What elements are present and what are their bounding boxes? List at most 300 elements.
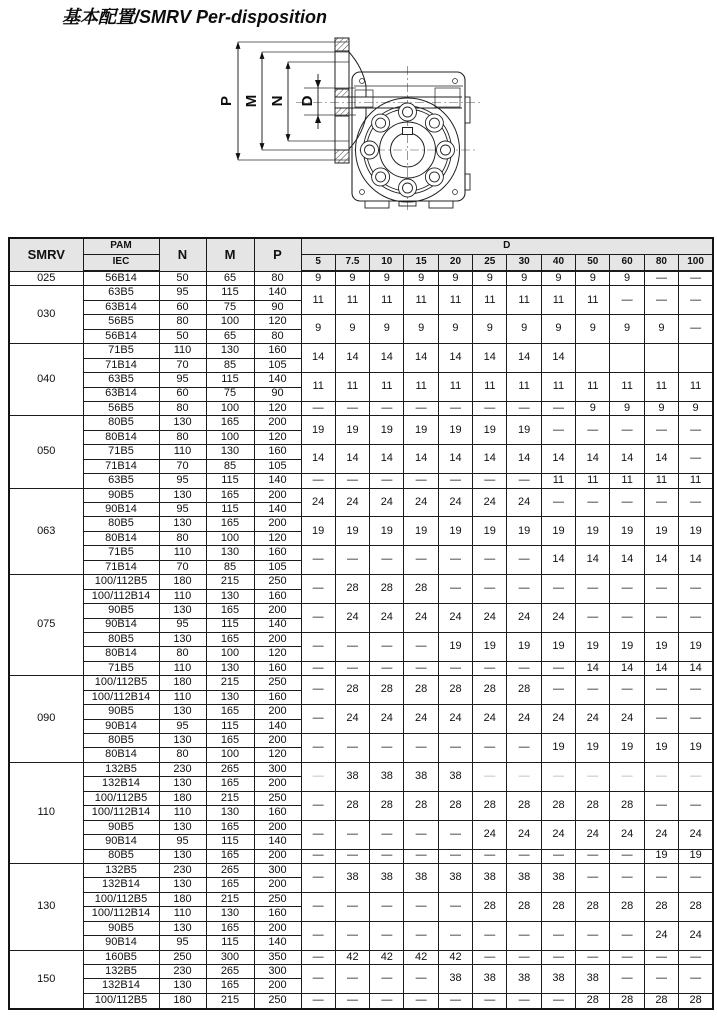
d-cell: 24: [438, 604, 472, 633]
iec-cell: 132B14: [83, 878, 159, 892]
d-cell: —: [301, 892, 335, 921]
n-cell: 230: [159, 965, 206, 979]
d-cell: 28: [507, 791, 541, 820]
table-row: [9, 820, 713, 834]
d-cell: —: [404, 892, 438, 921]
d-cell: —: [473, 401, 507, 415]
d-cell: —: [679, 445, 713, 474]
header-d-col: 60: [610, 255, 644, 272]
m-cell: 65: [206, 271, 254, 286]
n-cell: 130: [159, 849, 206, 863]
n-cell: 130: [159, 979, 206, 993]
d-cell: —: [610, 676, 644, 705]
iec-cell: 90B5: [83, 820, 159, 834]
m-cell: 165: [206, 921, 254, 935]
d-cell: 19: [507, 517, 541, 546]
d-cell: 9: [610, 271, 644, 286]
p-cell: 120: [254, 430, 301, 444]
d-cell: 24: [576, 705, 610, 734]
n-cell: 130: [159, 488, 206, 502]
m-cell: 165: [206, 878, 254, 892]
d-cell: 11: [610, 474, 644, 488]
d-cell: 19: [610, 734, 644, 763]
d-cell: 19: [679, 632, 713, 661]
m-cell: 115: [206, 618, 254, 632]
smrv-cell: 063: [9, 488, 83, 575]
table-row: [9, 965, 713, 979]
d-cell: 19: [644, 632, 678, 661]
d-cell: 28: [576, 993, 610, 1009]
d-cell: 14: [644, 445, 678, 474]
header-p: P: [254, 238, 301, 271]
d-cell: 38: [335, 863, 369, 892]
d-cell: 14: [679, 661, 713, 675]
iec-cell: 132B5: [83, 762, 159, 776]
iec-cell: 100/112B14: [83, 907, 159, 921]
d-cell: 14: [541, 344, 575, 373]
d-cell: 9: [404, 271, 438, 286]
m-cell: 165: [206, 849, 254, 863]
d-cell: —: [370, 965, 404, 994]
d-cell: —: [404, 546, 438, 575]
d-cell: 14: [541, 445, 575, 474]
smrv-cell: 090: [9, 676, 83, 763]
p-cell: 200: [254, 979, 301, 993]
iec-cell: 160B5: [83, 950, 159, 964]
m-cell: 165: [206, 632, 254, 646]
d-cell: 14: [335, 344, 369, 373]
table-row: [9, 863, 713, 877]
d-cell: 24: [507, 705, 541, 734]
d-cell: —: [473, 546, 507, 575]
p-cell: 160: [254, 589, 301, 603]
n-cell: 95: [159, 503, 206, 517]
d-cell: —: [473, 849, 507, 863]
n-cell: 130: [159, 604, 206, 618]
m-cell: 165: [206, 979, 254, 993]
m-cell: 115: [206, 503, 254, 517]
d-cell: 19: [610, 632, 644, 661]
d-cell: 14: [576, 445, 610, 474]
d-cell: 19: [301, 416, 335, 445]
d-cell: 14: [438, 344, 472, 373]
d-cell: —: [541, 661, 575, 675]
d-cell: 24: [610, 705, 644, 734]
d-cell: —: [301, 762, 335, 791]
d-cell: 24: [644, 820, 678, 849]
d-cell: 11: [438, 373, 472, 402]
d-cell: 11: [507, 373, 541, 402]
d-cell: —: [541, 849, 575, 863]
d-cell: 14: [610, 445, 644, 474]
header-d-col: 5: [301, 255, 335, 272]
iec-cell: 56B5: [83, 401, 159, 415]
table-row: [9, 791, 713, 805]
m-cell: 130: [206, 661, 254, 675]
m-cell: 115: [206, 936, 254, 950]
m-cell: 165: [206, 416, 254, 430]
d-cell: —: [301, 791, 335, 820]
d-cell: —: [301, 575, 335, 604]
d-cell: 28: [335, 676, 369, 705]
iec-cell: 80B5: [83, 632, 159, 646]
d-cell: —: [404, 921, 438, 950]
d-cell: 24: [473, 820, 507, 849]
d-cell: 24: [370, 705, 404, 734]
iec-cell: 63B5: [83, 286, 159, 300]
d-cell: 24: [404, 705, 438, 734]
table-row: [9, 762, 713, 776]
iec-cell: 71B5: [83, 661, 159, 675]
n-cell: 80: [159, 748, 206, 762]
d-cell: —: [541, 401, 575, 415]
d-cell: —: [507, 734, 541, 763]
d-cell: —: [301, 950, 335, 964]
d-cell: 24: [335, 488, 369, 517]
d-cell: 38: [370, 863, 404, 892]
table-row: [9, 575, 713, 589]
d-cell: 38: [576, 965, 610, 994]
d-cell: —: [644, 705, 678, 734]
p-cell: 160: [254, 344, 301, 358]
p-cell: 250: [254, 676, 301, 690]
d-cell: 19: [644, 849, 678, 863]
n-cell: 130: [159, 416, 206, 430]
m-cell: 100: [206, 531, 254, 545]
m-cell: 215: [206, 993, 254, 1009]
d-cell: —: [438, 474, 472, 488]
d-cell: —: [576, 950, 610, 964]
table-row: [9, 315, 713, 329]
d-cell: 11: [576, 286, 610, 315]
d-cell: 24: [679, 921, 713, 950]
d-cell: —: [576, 762, 610, 791]
d-cell: 19: [370, 517, 404, 546]
d-cell: 9: [507, 271, 541, 286]
n-cell: 80: [159, 531, 206, 545]
smrv-cell: 110: [9, 762, 83, 863]
d-cell: 24: [507, 604, 541, 633]
d-cell: 38: [541, 965, 575, 994]
dim-label-d: D: [299, 95, 316, 107]
header-d-col: 50: [576, 255, 610, 272]
p-cell: 250: [254, 993, 301, 1009]
p-cell: 90: [254, 387, 301, 401]
n-cell: 80: [159, 401, 206, 415]
iec-cell: 80B5: [83, 849, 159, 863]
m-cell: 130: [206, 546, 254, 560]
p-cell: 140: [254, 286, 301, 300]
d-cell: —: [301, 705, 335, 734]
n-cell: 130: [159, 777, 206, 791]
d-cell: 24: [507, 820, 541, 849]
iec-cell: 100/112B14: [83, 690, 159, 704]
d-cell: —: [370, 632, 404, 661]
iec-cell: 80B14: [83, 430, 159, 444]
d-cell: 14: [438, 445, 472, 474]
d-cell: —: [301, 546, 335, 575]
d-cell: —: [576, 921, 610, 950]
d-cell: —: [404, 993, 438, 1009]
m-cell: 165: [206, 820, 254, 834]
m-cell: 165: [206, 604, 254, 618]
p-cell: 160: [254, 907, 301, 921]
m-cell: 75: [206, 300, 254, 314]
p-cell: 80: [254, 271, 301, 286]
d-cell: —: [507, 950, 541, 964]
header-d-col: 15: [404, 255, 438, 272]
front-view-flange: [356, 98, 460, 202]
iec-cell: 71B14: [83, 459, 159, 473]
m-cell: 115: [206, 474, 254, 488]
table-row: [9, 271, 713, 286]
d-cell: —: [301, 474, 335, 488]
p-cell: 140: [254, 503, 301, 517]
d-cell: 11: [644, 373, 678, 402]
n-cell: 95: [159, 618, 206, 632]
iec-cell: 100/112B5: [83, 575, 159, 589]
d-cell: 11: [507, 286, 541, 315]
p-cell: 140: [254, 474, 301, 488]
d-cell: —: [610, 762, 644, 791]
d-cell: —: [370, 892, 404, 921]
n-cell: 130: [159, 734, 206, 748]
d-cell: —: [507, 661, 541, 675]
iec-cell: 100/112B5: [83, 791, 159, 805]
m-cell: 130: [206, 589, 254, 603]
d-cell: 11: [301, 286, 335, 315]
d-cell: 11: [370, 286, 404, 315]
d-cell: 38: [541, 863, 575, 892]
d-cell: 11: [335, 373, 369, 402]
d-cell: 11: [404, 373, 438, 402]
d-cell: 14: [370, 344, 404, 373]
d-cell: 28: [473, 676, 507, 705]
d-cell: 14: [507, 344, 541, 373]
smrv-cell: 130: [9, 863, 83, 950]
header-pam: PAM: [83, 238, 159, 255]
d-cell: 24: [473, 604, 507, 633]
d-cell: 19: [301, 517, 335, 546]
d-cell: 24: [610, 820, 644, 849]
p-cell: 160: [254, 690, 301, 704]
n-cell: 110: [159, 445, 206, 459]
d-cell: 28: [370, 791, 404, 820]
d-cell: 24: [473, 705, 507, 734]
p-cell: 200: [254, 921, 301, 935]
d-cell: —: [644, 604, 678, 633]
table-row: [9, 488, 713, 502]
iec-cell: 90B14: [83, 618, 159, 632]
d-cell: —: [473, 575, 507, 604]
d-cell: —: [404, 632, 438, 661]
d-cell: 19: [438, 416, 472, 445]
d-cell: 19: [438, 517, 472, 546]
d-cell: —: [541, 416, 575, 445]
d-cell: —: [438, 575, 472, 604]
n-cell: 50: [159, 271, 206, 286]
d-cell: 28: [404, 676, 438, 705]
d-cell: —: [301, 921, 335, 950]
d-cell: 9: [644, 401, 678, 415]
iec-cell: 71B14: [83, 560, 159, 574]
d-cell: —: [610, 863, 644, 892]
d-cell: 19: [438, 632, 472, 661]
d-cell: 38: [404, 762, 438, 791]
d-cell: 14: [576, 661, 610, 675]
d-cell: —: [370, 993, 404, 1009]
d-cell: —: [301, 734, 335, 763]
n-cell: 80: [159, 647, 206, 661]
d-cell: —: [507, 762, 541, 791]
table-row: [9, 632, 713, 646]
d-cell: —: [679, 791, 713, 820]
m-cell: 130: [206, 806, 254, 820]
d-cell: —: [404, 401, 438, 415]
d-cell: 38: [473, 863, 507, 892]
iec-cell: 63B5: [83, 474, 159, 488]
iec-cell: 100/112B5: [83, 993, 159, 1009]
d-cell: 14: [473, 445, 507, 474]
d-cell: 9: [370, 271, 404, 286]
d-cell: —: [679, 604, 713, 633]
n-cell: 180: [159, 575, 206, 589]
n-cell: 180: [159, 993, 206, 1009]
iec-cell: 80B14: [83, 531, 159, 545]
d-cell: 9: [301, 271, 335, 286]
p-cell: 120: [254, 531, 301, 545]
header-n: N: [159, 238, 206, 271]
d-cell: 11: [541, 373, 575, 402]
d-cell: [644, 344, 678, 373]
d-cell: —: [679, 286, 713, 315]
d-cell: 28: [610, 892, 644, 921]
table-row: [9, 892, 713, 906]
d-cell: 19: [404, 416, 438, 445]
page-title: 基本配置/SMRV Per-disposition: [62, 7, 328, 27]
d-cell: 24: [335, 705, 369, 734]
m-cell: 165: [206, 488, 254, 502]
table-row: [9, 286, 713, 300]
d-cell: —: [679, 575, 713, 604]
d-cell: —: [370, 661, 404, 675]
d-cell: 9: [610, 401, 644, 415]
d-cell: —: [370, 401, 404, 415]
smrv-cell: 150: [9, 950, 83, 1009]
m-cell: 85: [206, 560, 254, 574]
d-cell: 14: [507, 445, 541, 474]
d-cell: —: [438, 661, 472, 675]
d-cell: —: [335, 993, 369, 1009]
d-cell: —: [644, 416, 678, 445]
d-cell: 14: [370, 445, 404, 474]
d-cell: 24: [438, 488, 472, 517]
n-cell: 130: [159, 705, 206, 719]
d-cell: 11: [404, 286, 438, 315]
d-cell: 11: [679, 373, 713, 402]
d-cell: —: [541, 921, 575, 950]
table-row: [9, 705, 713, 719]
d-cell: —: [370, 849, 404, 863]
n-cell: 70: [159, 560, 206, 574]
d-cell: —: [335, 734, 369, 763]
d-cell: —: [644, 676, 678, 705]
d-cell: 19: [576, 517, 610, 546]
table-row: [9, 921, 713, 935]
d-cell: 19: [644, 517, 678, 546]
d-cell: 38: [507, 863, 541, 892]
m-cell: 165: [206, 705, 254, 719]
center-lines: [296, 66, 480, 210]
d-cell: 24: [644, 921, 678, 950]
d-cell: —: [541, 488, 575, 517]
d-cell: —: [507, 849, 541, 863]
d-cell: —: [404, 820, 438, 849]
n-cell: 130: [159, 517, 206, 531]
m-cell: 165: [206, 517, 254, 531]
d-cell: 11: [301, 373, 335, 402]
iec-cell: 71B5: [83, 445, 159, 459]
d-cell: 38: [438, 762, 472, 791]
iec-cell: 132B14: [83, 777, 159, 791]
p-cell: 300: [254, 762, 301, 776]
d-cell: 14: [404, 445, 438, 474]
d-cell: —: [576, 604, 610, 633]
d-cell: 19: [541, 632, 575, 661]
d-cell: 38: [473, 965, 507, 994]
d-cell: —: [644, 286, 678, 315]
m-cell: 115: [206, 719, 254, 733]
d-cell: —: [507, 993, 541, 1009]
d-cell: —: [679, 416, 713, 445]
iec-cell: 80B5: [83, 416, 159, 430]
d-cell: —: [438, 734, 472, 763]
table-row: [9, 676, 713, 690]
d-cell: —: [610, 921, 644, 950]
header-d-col: 100: [679, 255, 713, 272]
table-row: [9, 849, 713, 863]
d-cell: —: [473, 661, 507, 675]
d-cell: 14: [473, 344, 507, 373]
d-cell: —: [507, 546, 541, 575]
d-cell: 24: [679, 820, 713, 849]
iec-cell: 71B5: [83, 546, 159, 560]
dim-label-m: M: [243, 94, 260, 108]
d-cell: 38: [438, 965, 472, 994]
dim-label-n: N: [269, 95, 286, 107]
header-iec: IEC: [83, 255, 159, 272]
d-cell: —: [644, 965, 678, 994]
iec-cell: 100/112B5: [83, 892, 159, 906]
d-cell: —: [679, 863, 713, 892]
d-cell: 28: [644, 892, 678, 921]
d-cell: 38: [335, 762, 369, 791]
m-cell: 100: [206, 315, 254, 329]
p-cell: 120: [254, 647, 301, 661]
d-cell: 42: [438, 950, 472, 964]
d-cell: —: [370, 546, 404, 575]
d-cell: 28: [335, 575, 369, 604]
d-cell: —: [438, 546, 472, 575]
d-cell: 9: [473, 271, 507, 286]
n-cell: 95: [159, 474, 206, 488]
d-cell: —: [679, 271, 713, 286]
n-cell: 95: [159, 936, 206, 950]
d-cell: —: [335, 632, 369, 661]
header-d-col: 40: [541, 255, 575, 272]
p-cell: 200: [254, 416, 301, 430]
d-cell: 19: [644, 734, 678, 763]
